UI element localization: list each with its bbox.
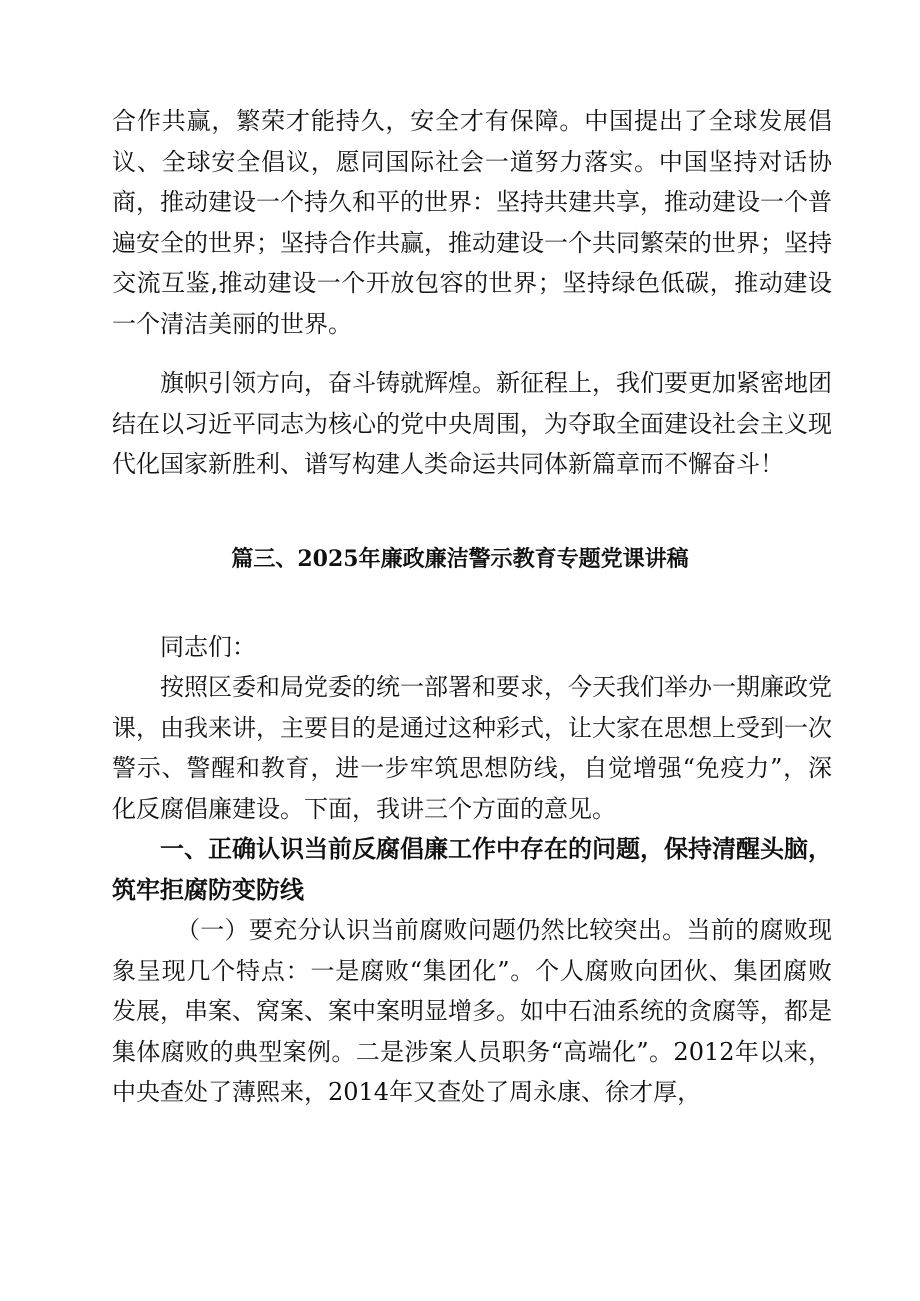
subsection-heading: 一、正确认识当前反腐倡廉工作中存在的问题，保持清醒头脑，筑牢拒腐防变防线 bbox=[112, 835, 832, 904]
body-paragraph: （一）要充分认识当前腐败问题仍然比较突出。当前的腐败现象呈现几个特点：一是腐败“集团化”。个人腐败向团伙、集团腐败发展，串案、窝案、案中案明显增多。如中石油系统的贪腐等，都是集体腐败的典型案例。二是涉案人员职务“高端化”。2012年以来，中央查处了薄熙来，2014年又查处了周永康、徐才厚， bbox=[112, 916, 832, 1106]
body-paragraph: 旗帜引领方向，奋斗铸就辉煌。新征程上，我们要更加紧密地团结在以习近平同志为核心的党中央周围，为夺取全面建设社会主义现代化国家新胜利、谱写构建人类命运共同体新篇章而不懈奋斗！ bbox=[112, 369, 832, 478]
section-heading: 篇三、2025年廉政廉洁警示教育专题党课讲稿 bbox=[231, 546, 689, 572]
body-paragraph: 合作共赢，繁荣才能持久，安全才有保障。中国提出了全球发展倡议、全球安全倡议，愿同国际社会一道努力落实。中国坚持对话协商，推动建设一个持久和平的世界：坚持共建共享，推动建设一个普遍安全的世界；坚持合作共赢，推动建设一个共同繁荣的世界；坚持交流互鉴,推动建设一个开放包容的世界；坚持绿色低碳，推动建设一个清洁美丽的世界。 bbox=[112, 107, 832, 338]
salutation: 同志们： bbox=[160, 633, 256, 661]
body-paragraph: 按照区委和局党委的统一部署和要求，今天我们举办一期廉政党课，由我来讲，主要目的是通过这种彩式，让大家在思想上受到一次警示、警醒和教育，进一步牢筑思想防线，自觉增强“免疫力”，深化反腐倡廉建设。下面，我讲三个方面的意见。 bbox=[112, 673, 832, 823]
